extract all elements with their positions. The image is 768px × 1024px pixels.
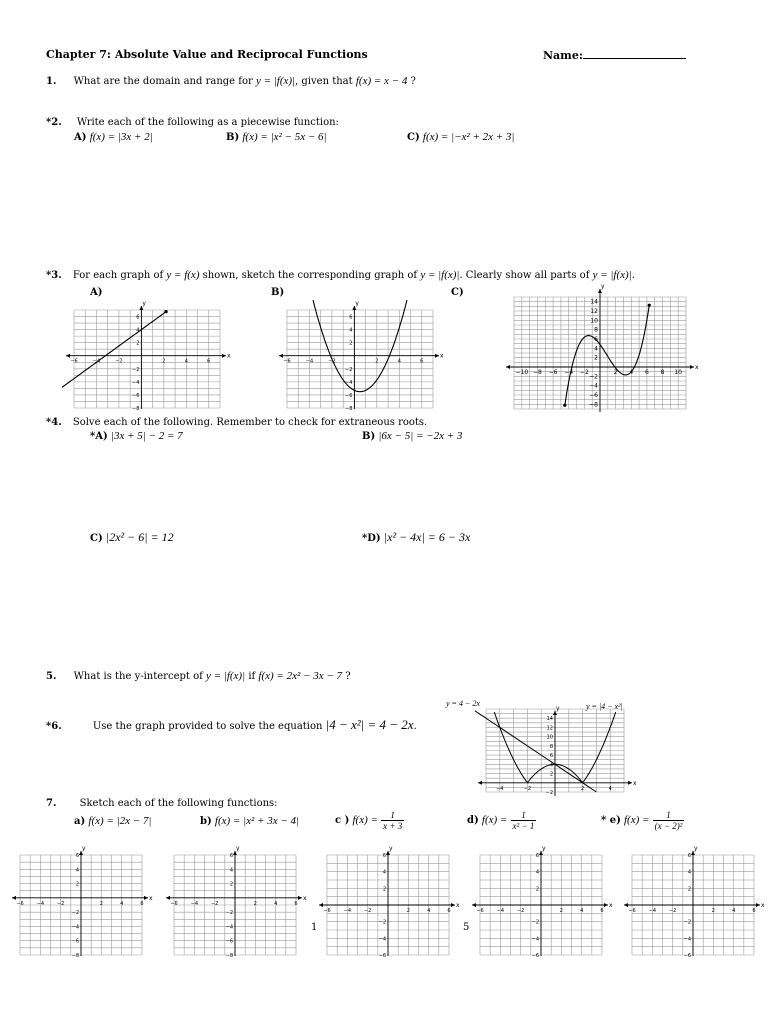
- x-tick-label: −4: [92, 358, 101, 365]
- y-tick-label: −6: [345, 392, 353, 399]
- y-tick-label: −6: [589, 392, 598, 399]
- y-tick-label: −4: [683, 936, 691, 943]
- question-text: ?: [345, 671, 351, 682]
- part-label: C): [90, 533, 103, 544]
- x-tick-label: 4: [580, 908, 584, 914]
- part-4b: [362, 430, 462, 442]
- y-tick-label: 10: [546, 734, 553, 741]
- x-tick-label: 4: [120, 900, 124, 907]
- name-label: Name:: [543, 49, 583, 62]
- x-tick-label: 8: [660, 369, 665, 376]
- y-tick-label: −4: [71, 924, 79, 931]
- y-tick-label: −4: [225, 924, 233, 931]
- y-tick-label: 6: [594, 336, 598, 343]
- math-expression: f(x) = 2x² − 3x − 7: [258, 670, 343, 682]
- y-tick-label: 12: [546, 725, 553, 732]
- part-label: C): [407, 132, 420, 143]
- y-tick-label: −4: [378, 936, 386, 943]
- y-tick-label: 6: [535, 853, 539, 859]
- part-4d: [362, 530, 470, 545]
- y-tick-label: 4: [349, 327, 353, 334]
- part-7a: [74, 815, 151, 827]
- x-axis-label: x: [633, 779, 637, 787]
- endpoint-dot: [563, 404, 566, 407]
- x-tick-label: 6: [447, 908, 451, 914]
- y-tick-label: −2: [345, 366, 353, 373]
- y-tick-label: 2: [687, 886, 691, 893]
- x-tick-label: 2: [613, 369, 618, 376]
- numerator: 1: [511, 810, 537, 821]
- math-expression: f(x) = |x² − 5x − 6|: [242, 131, 327, 143]
- part-label: B): [226, 132, 240, 143]
- y-tick-label: 10: [590, 317, 598, 325]
- question-text: .: [631, 270, 635, 281]
- y-tick-label: −2: [132, 366, 140, 373]
- y-tick-label: 8: [594, 326, 598, 334]
- x-axis-label: x: [456, 902, 460, 909]
- x-tick-label: −6: [476, 908, 484, 914]
- question-text: What are the domain and range for: [73, 76, 253, 87]
- question-4: [46, 417, 427, 428]
- blank-grid-7e[interactable]: [620, 845, 766, 957]
- math-expression: |2x² − 6| = 12: [105, 530, 174, 544]
- x-tick-label: −6: [70, 358, 78, 365]
- y-tick-label: −6: [683, 953, 691, 957]
- x-axis-label: x: [149, 894, 153, 902]
- fraction: [653, 810, 685, 831]
- question-text: , given that: [295, 76, 353, 87]
- x-tick-label: 2: [99, 900, 103, 907]
- y-tick-label: −2: [71, 910, 79, 917]
- blank-grid-7a[interactable]: [8, 845, 154, 957]
- x-axis-label: x: [695, 364, 699, 371]
- y-tick-label: 6: [549, 753, 553, 760]
- x-tick-label: 2: [559, 908, 563, 914]
- y-tick-label: 4: [136, 327, 140, 334]
- graph-3a: [62, 300, 232, 410]
- x-tick-label: 2: [581, 785, 585, 792]
- x-tick-label: 4: [427, 908, 431, 914]
- question-text: shown, sketch the corresponding graph of: [202, 270, 418, 281]
- x-tick-label: 2: [375, 358, 379, 365]
- question-text: Solve each of the following. Remember to check for extraneous roots.: [72, 417, 428, 428]
- y-tick-label: 4: [75, 867, 79, 874]
- math-expression: f(x) = |2x − 7|: [88, 815, 152, 827]
- part-3b-label: B): [271, 287, 285, 298]
- x-tick-label: −2: [363, 908, 372, 914]
- y-tick-label: −8: [71, 953, 79, 957]
- x-tick-label: 4: [608, 785, 612, 792]
- question-number: 5.: [46, 671, 57, 682]
- denominator: x + 3: [383, 821, 403, 831]
- x-axis-arrow: [12, 896, 16, 900]
- x-tick-label: 10: [674, 369, 683, 376]
- y-tick-label: 2: [75, 881, 79, 888]
- x-axis-arrow: [756, 903, 760, 907]
- x-axis-arrow: [319, 903, 323, 907]
- part-label: B): [362, 431, 376, 442]
- x-tick-label: −2: [579, 369, 589, 376]
- x-tick-label: −2: [523, 785, 532, 792]
- math-expression: f(x) =: [624, 814, 650, 826]
- x-axis-arrow: [166, 896, 170, 900]
- y-tick-label: 4: [535, 869, 539, 876]
- x-tick-label: 6: [644, 369, 649, 376]
- y-tick-label: −2: [589, 373, 598, 381]
- y-tick-label: −2: [225, 910, 233, 917]
- y-tick-label: 14: [590, 298, 598, 306]
- y-axis-label: y: [142, 300, 146, 307]
- y-tick-label: 2: [382, 886, 386, 893]
- question-text: Use the graph provided to solve the equation: [92, 721, 323, 732]
- part-label: * e): [601, 815, 621, 826]
- x-tick-label: −4: [564, 369, 574, 376]
- question-1: [46, 75, 416, 87]
- y-tick-label: 6: [75, 853, 79, 859]
- x-tick-label: 4: [184, 358, 188, 365]
- x-tick-label: 6: [420, 358, 424, 365]
- stray-mark: 5: [463, 922, 470, 933]
- y-tick-label: 4: [687, 869, 691, 876]
- x-tick-label: −4: [343, 908, 352, 914]
- y-tick-label: 6: [687, 853, 691, 859]
- y-axis-label: y: [236, 845, 240, 852]
- question-text: .: [413, 721, 417, 732]
- y-tick-label: −4: [132, 379, 140, 386]
- x-tick-label: −4: [305, 358, 314, 365]
- question-text: ?: [410, 76, 416, 87]
- graph-6: [470, 705, 640, 800]
- x-tick-label: −6: [628, 908, 636, 914]
- graph-3c: [500, 283, 700, 413]
- part-7c: [335, 810, 404, 831]
- x-tick-label: −2: [210, 900, 219, 907]
- graph-6-label-parabola: y = |4 − x²|: [586, 702, 623, 711]
- x-tick-label: 4: [274, 900, 278, 907]
- x-axis-arrow: [506, 365, 510, 369]
- x-tick-label: −2: [668, 908, 677, 914]
- x-axis-arrow: [298, 896, 302, 900]
- part-label: b): [200, 816, 212, 827]
- part-7e: [601, 810, 684, 831]
- x-tick-label: −8: [533, 369, 542, 376]
- y-tick-label: −8: [589, 401, 598, 409]
- x-axis-label: x: [609, 902, 613, 909]
- x-tick-label: −6: [170, 900, 178, 907]
- y-tick-label: −4: [345, 379, 353, 386]
- question-number: *3.: [46, 270, 62, 281]
- x-tick-label: 2: [253, 900, 257, 907]
- y-tick-label: 2: [535, 886, 539, 893]
- math-expression: y = |f(x)|: [206, 670, 246, 682]
- math-expression: f(x) =: [481, 814, 508, 826]
- y-tick-label: −2: [531, 919, 539, 926]
- x-axis-arrow: [628, 781, 632, 785]
- x-axis-arrow: [624, 903, 628, 907]
- x-axis-arrow: [604, 903, 608, 907]
- x-tick-label: −6: [323, 908, 331, 914]
- x-tick-label: −4: [496, 908, 505, 914]
- x-axis-arrow: [451, 903, 455, 907]
- y-tick-label: 2: [549, 771, 553, 778]
- part-2c: [407, 131, 514, 143]
- y-tick-label: 6: [382, 853, 386, 859]
- y-tick-label: −6: [378, 953, 386, 957]
- question-text: Sketch each of the following functions:: [79, 798, 278, 809]
- question-7: [46, 798, 278, 809]
- y-tick-label: −4: [531, 936, 539, 943]
- y-axis-label: y: [601, 283, 605, 290]
- x-tick-label: 2: [406, 908, 410, 914]
- graph-3b: [275, 300, 445, 410]
- part-2b: [226, 131, 327, 143]
- x-tick-label: −2: [115, 358, 123, 365]
- y-tick-label: 2: [594, 354, 598, 362]
- y-axis-label: y: [542, 845, 546, 852]
- question-6: [46, 717, 417, 733]
- question-text: Write each of the following as a piecewise function:: [76, 117, 339, 128]
- question-text: if: [248, 671, 256, 682]
- endpoint-dot: [648, 304, 651, 307]
- x-axis-label: x: [303, 894, 307, 902]
- question-2: [46, 117, 339, 128]
- x-tick-label: 6: [294, 900, 298, 907]
- question-number: 7.: [46, 798, 57, 809]
- x-tick-label: −4: [36, 900, 45, 907]
- x-axis-label: x: [440, 352, 444, 360]
- blank-grid-7d[interactable]: [468, 845, 614, 957]
- y-tick-label: 2: [349, 340, 353, 347]
- question-text: What is the y-intercept of: [73, 671, 203, 682]
- x-axis-arrow: [144, 896, 148, 900]
- y-tick-label: 6: [136, 314, 140, 321]
- x-axis-label: x: [761, 902, 765, 909]
- x-tick-label: −6: [548, 369, 558, 376]
- blank-grid-7c[interactable]: [315, 845, 461, 957]
- y-tick-label: −4: [589, 382, 598, 390]
- part-3c-label: C): [451, 287, 464, 298]
- x-axis-arrow: [472, 903, 476, 907]
- part-label: c ): [335, 815, 350, 826]
- name-line: [583, 48, 686, 59]
- y-tick-label: −2: [683, 919, 691, 926]
- x-tick-label: −4: [190, 900, 199, 907]
- y-tick-label: 6: [229, 853, 233, 859]
- math-expression: f(x) = x − 4: [355, 75, 408, 87]
- x-tick-label: −10: [515, 369, 529, 376]
- x-tick-label: −6: [283, 358, 291, 365]
- math-expression: f(x) = |x² + 3x − 4|: [214, 815, 300, 827]
- y-tick-label: 4: [229, 867, 233, 874]
- y-tick-label: 4: [594, 345, 598, 353]
- x-tick-label: −4: [496, 785, 504, 792]
- denominator: (x − 2)²: [654, 821, 683, 831]
- y-tick-label: −8: [225, 953, 233, 957]
- stray-mark: 1: [311, 922, 318, 933]
- math-expression: y = |f(x)|: [592, 269, 632, 281]
- blank-grid-7b[interactable]: [162, 845, 308, 957]
- plotted-parabola: [310, 300, 411, 392]
- y-tick-label: −6: [71, 938, 79, 945]
- y-axis-label: y: [694, 845, 698, 852]
- fraction: [511, 810, 537, 831]
- x-tick-label: 2: [162, 358, 166, 365]
- x-axis-arrow: [66, 354, 70, 358]
- y-tick-label: 14: [546, 716, 553, 723]
- part-4c: [90, 530, 174, 545]
- math-expression: |x² − 4x| = 6 − 3x: [383, 530, 471, 544]
- y-tick-label: 8: [549, 743, 553, 750]
- y-tick-label: −8: [345, 406, 353, 410]
- y-axis-label: y: [355, 300, 359, 307]
- numerator: 1: [381, 810, 404, 821]
- question-number: 1.: [46, 76, 57, 87]
- x-tick-label: −2: [56, 900, 65, 907]
- graph-6-label-line: y = 4 − 2x: [446, 699, 480, 708]
- question-text: . Clearly show all parts of: [459, 270, 590, 281]
- x-tick-label: −4: [648, 908, 657, 914]
- fraction: [381, 810, 404, 831]
- denominator: x² − 1: [512, 821, 535, 831]
- page-title: Chapter 7: Absolute Value and Reciprocal Functions: [46, 48, 368, 61]
- x-axis-arrow: [279, 354, 283, 358]
- part-7d: [467, 810, 536, 831]
- math-expression: f(x) =: [352, 814, 378, 826]
- x-axis-arrow: [435, 354, 439, 358]
- part-7b: [200, 815, 299, 827]
- x-tick-label: 6: [600, 908, 604, 914]
- math-expression: y = f(x): [166, 269, 200, 281]
- math-expression: y = |f(x)|: [255, 75, 296, 87]
- x-axis-arrow: [478, 781, 482, 785]
- y-axis-label: y: [389, 845, 393, 852]
- y-tick-label: −8: [132, 406, 140, 410]
- endpoint-dot: [164, 310, 167, 313]
- math-expression: |6x − 5| = −2x + 3: [378, 430, 463, 442]
- question-5: [46, 670, 351, 682]
- x-tick-label: −2: [328, 358, 336, 365]
- x-axis-arrow: [222, 354, 226, 358]
- math-expression: y = |f(x)|: [420, 269, 460, 281]
- y-tick-label: 2: [136, 340, 140, 347]
- x-tick-label: 6: [140, 900, 144, 907]
- x-tick-label: 6: [207, 358, 211, 365]
- y-tick-label: −6: [531, 953, 539, 957]
- y-tick-label: −2: [545, 790, 553, 796]
- part-label: d): [467, 815, 479, 826]
- question-3: [46, 269, 635, 281]
- y-tick-label: 6: [349, 314, 353, 321]
- y-axis-label: y: [82, 845, 86, 852]
- numerator: 1: [653, 810, 685, 821]
- math-expression: f(x) = |3x + 2|: [89, 131, 153, 143]
- part-2a: [74, 131, 153, 143]
- x-tick-label: −6: [16, 900, 24, 907]
- question-number: *4.: [46, 417, 62, 428]
- x-axis-arrow: [690, 365, 694, 369]
- y-tick-label: 4: [382, 869, 386, 876]
- x-axis-label: x: [227, 352, 231, 360]
- x-tick-label: 2: [711, 908, 715, 914]
- x-tick-label: 4: [732, 908, 736, 914]
- y-tick-label: −6: [225, 938, 233, 945]
- y-tick-label: −2: [378, 919, 386, 926]
- question-number: *6.: [46, 721, 62, 732]
- question-text: For each graph of: [72, 270, 164, 281]
- x-tick-label: 4: [397, 358, 401, 365]
- y-tick-label: 2: [229, 881, 233, 888]
- y-axis-label: y: [556, 705, 560, 712]
- math-expression: |3x + 5| − 2 = 7: [110, 430, 183, 442]
- y-tick-label: 12: [590, 308, 598, 315]
- part-label: *D): [362, 533, 381, 544]
- x-tick-label: 6: [752, 908, 756, 914]
- math-expression: f(x) = |−x² + 2x + 3|: [422, 131, 515, 143]
- name-field[interactable]: [543, 48, 686, 62]
- part-3a-label: A): [90, 287, 103, 298]
- x-tick-label: 4: [629, 369, 634, 376]
- part-label: *A): [90, 431, 108, 442]
- y-tick-label: 4: [549, 762, 553, 769]
- math-expression: |4 − x²| = 4 − 2x: [325, 717, 414, 732]
- part-4a: [90, 430, 183, 442]
- x-tick-label: −2: [516, 908, 525, 914]
- part-label: a): [74, 816, 86, 827]
- y-tick-label: −6: [132, 392, 140, 399]
- part-label: A): [74, 132, 87, 143]
- question-number: *2.: [46, 117, 62, 128]
